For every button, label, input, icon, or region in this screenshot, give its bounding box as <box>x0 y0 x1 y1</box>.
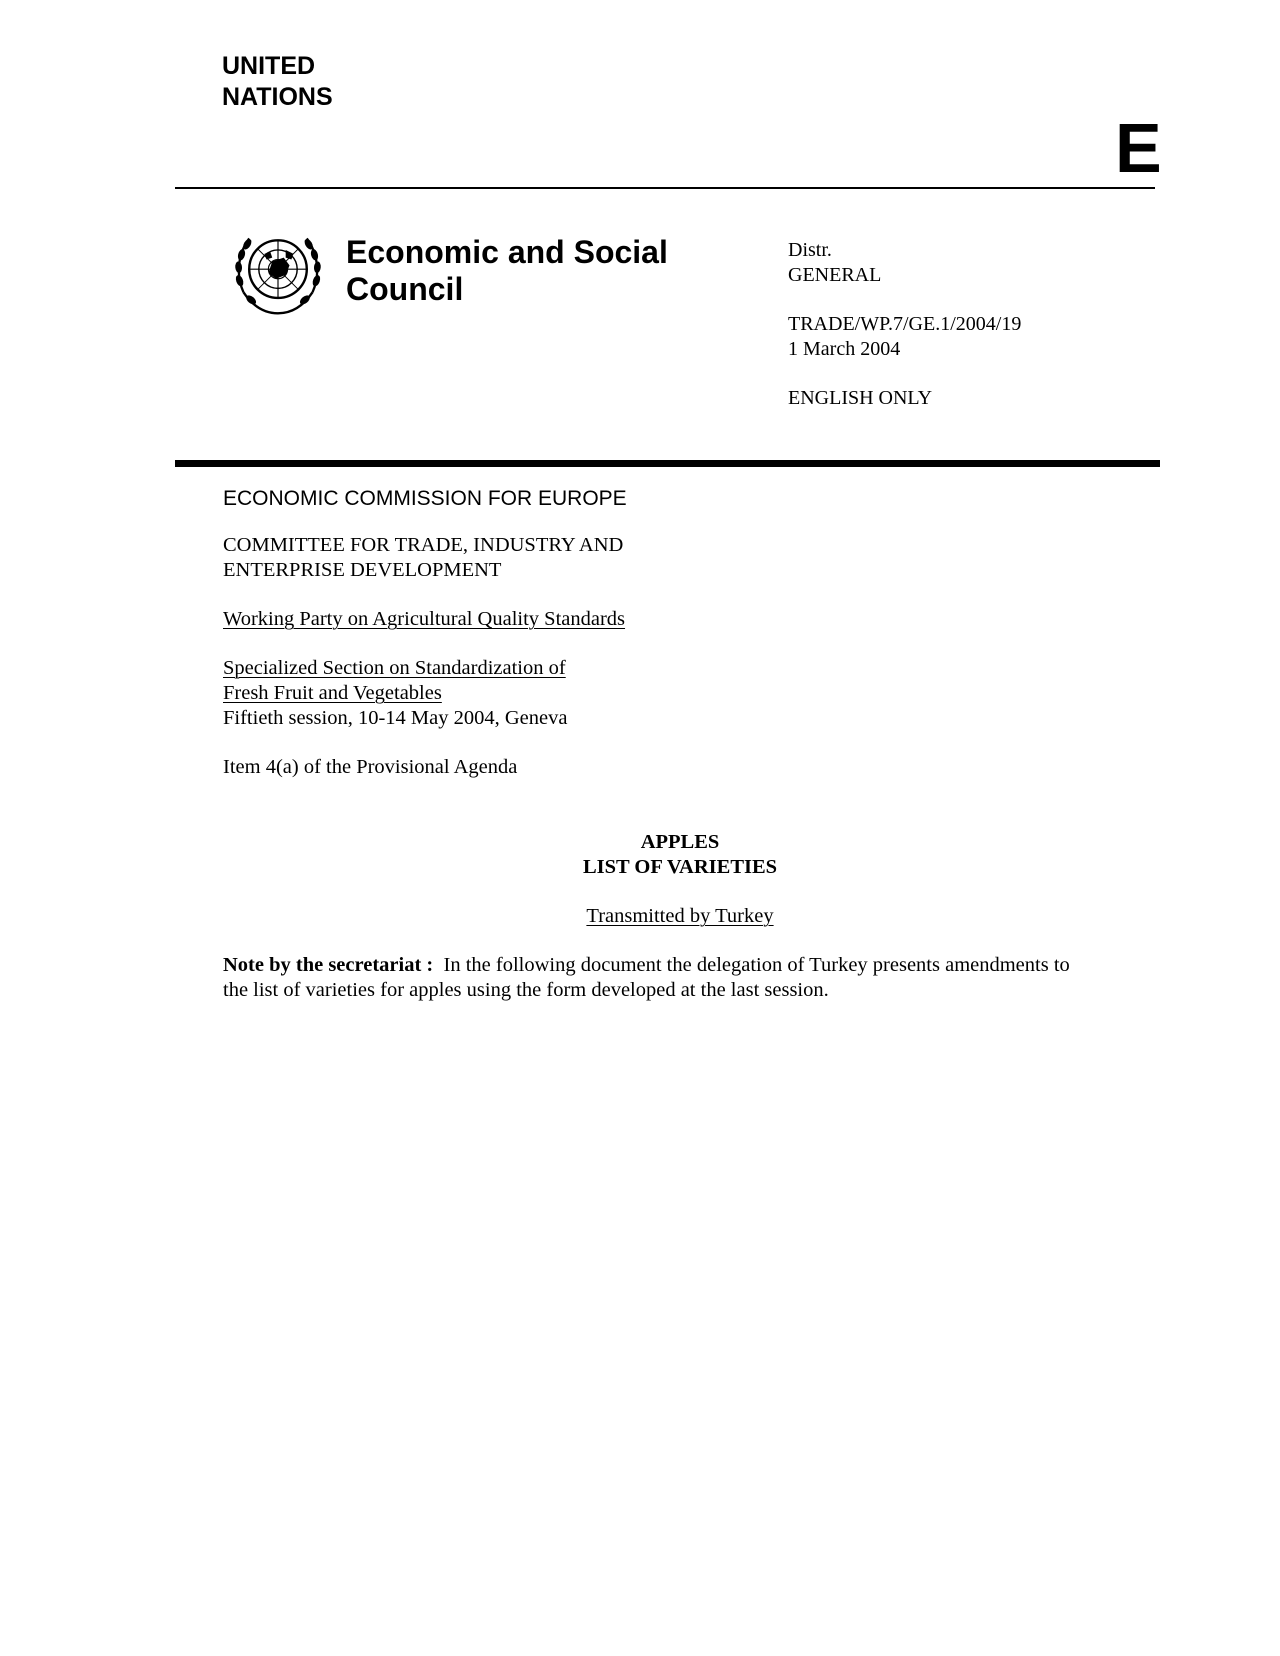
org-name-line2: NATIONS <box>222 83 333 111</box>
transmitted-text: Transmitted by Turkey <box>586 905 774 927</box>
header-rule <box>175 187 1155 189</box>
section-line1: Specialized Section on Standardization of <box>223 657 566 679</box>
un-emblem-icon <box>230 225 326 321</box>
committee-line2: ENTERPRISE DEVELOPMENT <box>223 559 502 581</box>
language-code: E <box>1115 109 1162 187</box>
note-label: Note by the secretariat : <box>223 954 434 976</box>
note-text-line1: In the following document the delegation of Turkey presents amendments to <box>443 954 1070 976</box>
session-info: Fiftieth session, 10-14 May 2004, Geneva <box>223 707 568 729</box>
council-name-line2: Council <box>346 271 464 307</box>
document-date: 1 March 2004 <box>788 338 901 360</box>
section-line2: Fresh Fruit and Vegetables <box>223 682 442 704</box>
council-name <box>346 234 668 308</box>
distr-value: GENERAL <box>788 264 882 286</box>
working-party: Working Party on Agricultural Quality Standards <box>223 608 626 630</box>
council-name-line1: Economic and Social <box>346 234 668 270</box>
document-symbol: TRADE/WP.7/GE.1/2004/19 <box>788 313 1022 335</box>
distr-label: Distr. <box>788 239 832 261</box>
secretariat-note <box>223 953 1143 1003</box>
title-line1: APPLES <box>640 831 720 853</box>
section-block <box>223 656 567 731</box>
agenda-item: Item 4(a) of the Provisional Agenda <box>223 756 518 778</box>
council-rule <box>175 460 1160 467</box>
language-note: ENGLISH ONLY <box>788 387 933 409</box>
note-text-line2: the list of varieties for apples using the form developed at the last session. <box>223 979 829 1001</box>
committee-line1: COMMITTEE FOR TRADE, INDUSTRY AND <box>223 534 624 556</box>
distribution-block <box>788 238 1021 411</box>
org-name-line1: UNITED <box>222 52 316 80</box>
transmitted-by <box>480 904 880 929</box>
committee-name <box>223 533 623 583</box>
commission-name: ECONOMIC COMMISSION FOR EUROPE <box>223 487 627 510</box>
title-line2: LIST OF VARIETIES <box>582 856 778 878</box>
org-name <box>222 51 333 113</box>
document-title <box>480 830 880 880</box>
